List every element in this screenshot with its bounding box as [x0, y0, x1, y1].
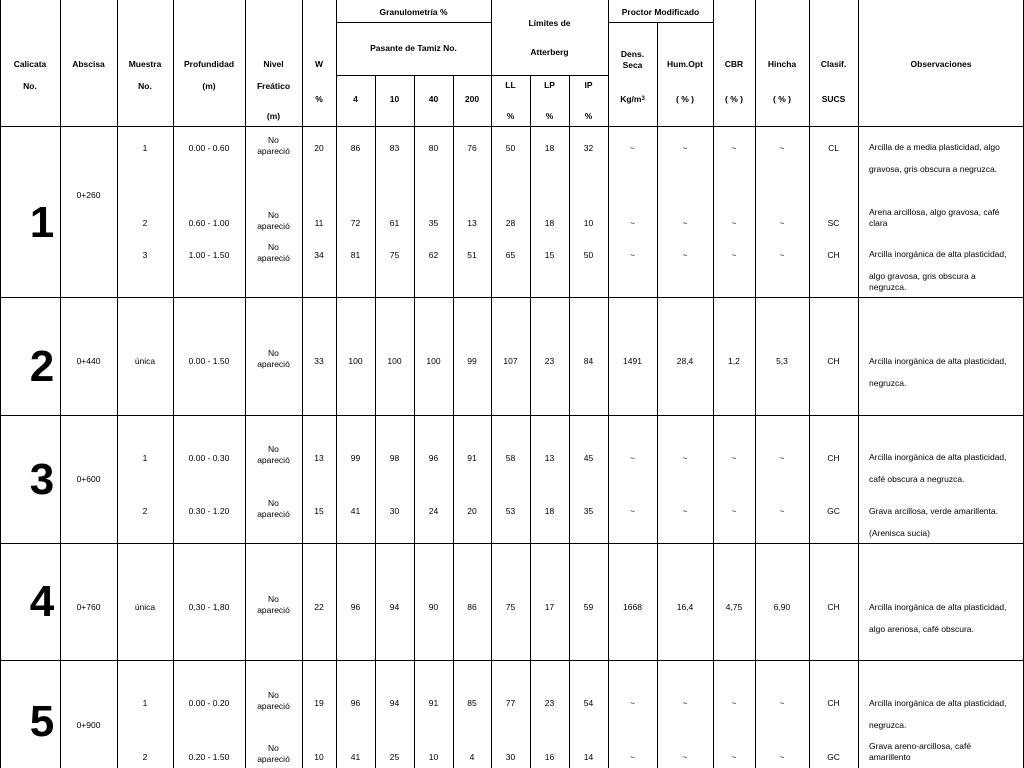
header-ll: LL: [505, 80, 516, 91]
w-value: 34: [314, 250, 324, 261]
muestra-value: 1: [142, 698, 148, 709]
sucs-value: CH: [827, 602, 840, 613]
observaciones-value: Arcilla inorgánica de alta plasticidad, algo gravosa, gris obscura a negruzca.: [869, 249, 1007, 293]
tamiz-200-value: 13: [467, 218, 477, 229]
header-granulometria: Granulometría %: [379, 7, 448, 18]
lp-value: 15: [544, 250, 555, 261]
tamiz-200-value: 51: [467, 250, 477, 261]
humopt-value: 16,4: [676, 602, 694, 613]
ip-value: 50: [583, 250, 594, 261]
header-tamiz-200: 200: [464, 94, 480, 105]
sucs-value: GC: [827, 506, 840, 517]
ll-value: 30: [505, 752, 516, 763]
humopt-value: ~: [682, 453, 688, 464]
hincha-value: ~: [779, 752, 785, 763]
lp-value: 18: [544, 218, 555, 229]
observaciones-value: Arcilla inorgánica de alta plasticidad, café obscura a negruzca.: [869, 452, 1007, 485]
tamiz-4-value: 41: [350, 506, 361, 517]
tamiz-200-value: 86: [467, 602, 477, 613]
hincha-value: ~: [779, 506, 785, 517]
dens-value: 1491: [623, 356, 642, 367]
header-pasante: Pasante de Tamiz No.: [370, 43, 457, 54]
tamiz-10-value: 83: [389, 143, 400, 154]
nivel-value: No apareció: [257, 742, 290, 764]
tamiz-4-value: 86: [350, 143, 361, 154]
ll-value: 107: [503, 356, 518, 367]
sucs-value: CL: [828, 143, 839, 154]
abscisa-value: 0+600: [76, 474, 101, 485]
cbr-value: ~: [731, 143, 737, 154]
ip-value: 10: [583, 218, 594, 229]
nivel-value: No apareció: [257, 209, 290, 231]
header-dens: Dens.: [620, 49, 645, 60]
tamiz-4-value: 41: [350, 752, 361, 763]
w-value: 22: [314, 602, 324, 613]
header-humopt: Hum.Opt: [667, 59, 703, 70]
sucs-value: CH: [827, 453, 840, 464]
muestra-value: 2: [142, 752, 148, 763]
sucs-value: CH: [827, 250, 840, 261]
tamiz-10-value: 61: [389, 218, 400, 229]
dens-value: ~: [630, 752, 635, 763]
muestra-value: 1: [142, 143, 148, 154]
tamiz-200-value: 85: [467, 698, 477, 709]
header-ip: IP: [584, 80, 593, 91]
profundidad-value: 0.30 - 1.20: [188, 506, 230, 517]
muestra-value: 1: [142, 453, 148, 464]
ip-value: 84: [583, 356, 594, 367]
cbr-value: 1,2: [728, 356, 740, 367]
tamiz-40-value: 10: [428, 752, 439, 763]
header-muestra-no: No.: [138, 81, 152, 92]
dens-value: ~: [630, 218, 635, 229]
ip-value: 54: [583, 698, 594, 709]
cbr-value: ~: [731, 752, 737, 763]
tamiz-200-value: 76: [467, 143, 477, 154]
observaciones-value: Arcilla inorgánica de alta plasticidad, negruzca.: [869, 698, 1007, 731]
tamiz-10-value: 75: [389, 250, 400, 261]
observaciones-value: Grava arcillosa, verde amarillenta. (Arenisca sucia): [869, 506, 998, 539]
header-ip-pct: %: [584, 111, 593, 122]
nivel-value: No apareció: [257, 497, 290, 519]
tamiz-40-value: 91: [428, 698, 439, 709]
hincha-value: ~: [779, 453, 785, 464]
hincha-value: ~: [779, 143, 785, 154]
tamiz-10-value: 100: [387, 356, 402, 367]
tamiz-4-value: 96: [350, 602, 361, 613]
tamiz-10-value: 98: [389, 453, 400, 464]
dens-value: ~: [630, 506, 635, 517]
header-calicata: Calicata: [13, 59, 47, 70]
header-hincha-unit: ( % ): [773, 94, 791, 105]
header-limites: Límites de: [528, 18, 571, 29]
humopt-value: ~: [682, 506, 688, 517]
cbr-value: ~: [731, 250, 737, 261]
ll-value: 58: [505, 453, 516, 464]
humopt-value: ~: [682, 250, 688, 261]
humopt-value: ~: [682, 752, 688, 763]
header-cbr: CBR: [724, 59, 744, 70]
header-seca: Seca: [622, 60, 643, 71]
header-clasif: Clasif.: [820, 59, 847, 70]
observaciones-value: Arcilla inorgánica de alta plasticidad, negruzca.: [869, 356, 1007, 389]
lp-value: 23: [544, 356, 555, 367]
tamiz-200-value: 91: [467, 453, 477, 464]
muestra-value: 2: [142, 218, 148, 229]
tamiz-200-value: 20: [467, 506, 477, 517]
nivel-value: No apareció: [257, 134, 290, 156]
header-tamiz-4: 4: [353, 94, 358, 105]
header-lp: LP: [544, 80, 555, 91]
w-value: 10: [314, 752, 324, 763]
w-value: 20: [314, 143, 324, 154]
lp-value: 23: [544, 698, 555, 709]
abscisa-value: 0+260: [76, 190, 101, 201]
tamiz-10-value: 94: [389, 602, 400, 613]
tamiz-10-value: 25: [389, 752, 400, 763]
dens-value: ~: [630, 250, 635, 261]
header-dens-unit: [608, 93, 657, 107]
observaciones-value: Grava areno-arcillosa, café amarillento: [869, 741, 972, 763]
dens-value: 1668: [623, 602, 642, 613]
calicata-number: 1: [29, 198, 55, 247]
dens-value: ~: [630, 143, 635, 154]
tamiz-4-value: 72: [350, 218, 361, 229]
hincha-value: ~: [779, 250, 785, 261]
dens-unit-sup: 3: [641, 96, 645, 103]
ll-value: 28: [505, 218, 516, 229]
ip-value: 59: [583, 602, 594, 613]
header-calicata-no: No.: [23, 81, 37, 92]
header-cbr-unit: ( % ): [725, 94, 743, 105]
header-lp-pct: %: [545, 111, 554, 122]
lp-value: 17: [544, 602, 555, 613]
profundidad-value: 0.00 - 1.50: [188, 356, 230, 367]
header-tamiz-40: 40: [428, 94, 439, 105]
hincha-value: ~: [779, 218, 785, 229]
header-nivel-unit: (m): [266, 111, 281, 122]
tamiz-10-value: 30: [389, 506, 400, 517]
tamiz-200-value: 4: [469, 752, 475, 763]
tamiz-4-value: 81: [350, 250, 361, 261]
tamiz-40-value: 35: [428, 218, 439, 229]
w-value: 11: [314, 218, 324, 229]
humopt-value: ~: [682, 143, 688, 154]
profundidad-value: 0.00 - 0.20: [188, 698, 230, 709]
sucs-value: CH: [827, 698, 840, 709]
hincha-value: 5,3: [776, 356, 788, 367]
header-hincha: Hincha: [767, 59, 797, 70]
profundidad-value: 0.00 - 0.60: [188, 143, 230, 154]
ll-value: 50: [505, 143, 516, 154]
tamiz-40-value: 62: [428, 250, 439, 261]
calicata-number: 5: [29, 697, 55, 746]
ll-value: 75: [505, 602, 516, 613]
tamiz-40-value: 24: [428, 506, 439, 517]
header-profundidad-unit: (m): [202, 81, 216, 92]
ip-value: 14: [583, 752, 594, 763]
ip-value: 35: [583, 506, 594, 517]
sucs-value: CH: [827, 356, 840, 367]
header-profundidad: Profundidad: [183, 59, 235, 70]
profundidad-value: 0.20 - 1.50: [188, 752, 230, 763]
ll-value: 53: [505, 506, 516, 517]
header-ll-pct: %: [506, 111, 515, 122]
calicata-number: 4: [29, 577, 55, 626]
header-sucs: SUCS: [821, 94, 846, 105]
muestra-value: única: [134, 602, 156, 613]
tamiz-4-value: 100: [348, 356, 363, 367]
profundidad-value: 0.60 - 1.00: [188, 218, 230, 229]
humopt-value: ~: [682, 698, 688, 709]
tamiz-200-value: 99: [467, 356, 477, 367]
humopt-value: 28,4: [676, 356, 694, 367]
muestra-value: 3: [142, 250, 148, 261]
observaciones-value: Arcilla inorgánica de alta plasticidad, algo arenosa, café obscura.: [869, 602, 1007, 635]
profundidad-value: 1.00 - 1.50: [188, 250, 230, 261]
abscisa-value: 0+760: [76, 602, 101, 613]
profundidad-value: 0,30 - 1,80: [188, 602, 230, 613]
w-value: 33: [314, 356, 324, 367]
tamiz-4-value: 96: [350, 698, 361, 709]
lp-value: 13: [544, 453, 555, 464]
header-atterberg: Atterberg: [530, 47, 569, 58]
profundidad-value: 0.00 - 0.30: [188, 453, 230, 464]
tamiz-40-value: 100: [426, 356, 441, 367]
humopt-value: ~: [682, 218, 688, 229]
cbr-value: ~: [731, 218, 737, 229]
w-value: 13: [314, 453, 324, 464]
header-observaciones: Observaciones: [910, 59, 972, 70]
nivel-value: No apareció: [257, 593, 290, 615]
header-w-unit: %: [315, 94, 323, 105]
sucs-value: GC: [827, 752, 840, 763]
header-w: W: [314, 59, 324, 70]
nivel-value: No apareció: [257, 689, 290, 711]
lp-value: 18: [544, 506, 555, 517]
muestra-value: única: [134, 356, 156, 367]
cbr-value: ~: [731, 698, 737, 709]
header-humopt-unit: ( % ): [676, 94, 694, 105]
lp-value: 16: [544, 752, 555, 763]
nivel-value: No apareció: [257, 241, 290, 263]
tamiz-40-value: 80: [428, 143, 439, 154]
cbr-value: ~: [731, 453, 737, 464]
header-muestra: Muestra: [128, 59, 162, 70]
dens-value: ~: [630, 453, 635, 464]
header-nivel: Nivel: [263, 59, 284, 70]
header-abscisa: Abscisa: [72, 59, 105, 70]
ll-value: 65: [505, 250, 516, 261]
abscisa-value: 0+900: [76, 720, 101, 731]
tamiz-10-value: 94: [389, 698, 400, 709]
calicata-number: 2: [29, 342, 55, 391]
ip-value: 45: [583, 453, 594, 464]
ll-value: 77: [505, 698, 516, 709]
tamiz-40-value: 90: [428, 602, 439, 613]
tamiz-4-value: 99: [350, 453, 361, 464]
nivel-value: No apareció: [257, 347, 290, 369]
cbr-value: 4,75: [725, 602, 743, 613]
observaciones-value: Arcilla de a media plasticidad, algo gravosa, gris obscura a negruzca.: [869, 142, 1000, 175]
hincha-value: 6,90: [773, 602, 791, 613]
sucs-value: SC: [827, 218, 840, 229]
header-proctor: Proctor Modificado: [621, 7, 700, 18]
cbr-value: ~: [731, 506, 737, 517]
observaciones-value: Arena arcillosa, algo gravosa, café clara: [869, 207, 1000, 229]
w-value: 19: [314, 698, 324, 709]
muestra-value: 2: [142, 506, 148, 517]
lp-value: 18: [544, 143, 555, 154]
ip-value: 32: [583, 143, 594, 154]
nivel-value: No apareció: [257, 443, 290, 465]
dens-value: ~: [630, 698, 635, 709]
hincha-value: ~: [779, 698, 785, 709]
w-value: 15: [314, 506, 324, 517]
header-tamiz-10: 10: [389, 94, 400, 105]
tamiz-40-value: 96: [428, 453, 439, 464]
header-freatico: Freático: [256, 81, 291, 92]
dens-unit-text: Kg/m: [620, 94, 642, 105]
abscisa-value: 0+440: [76, 356, 101, 367]
calicata-number: 3: [29, 455, 55, 504]
